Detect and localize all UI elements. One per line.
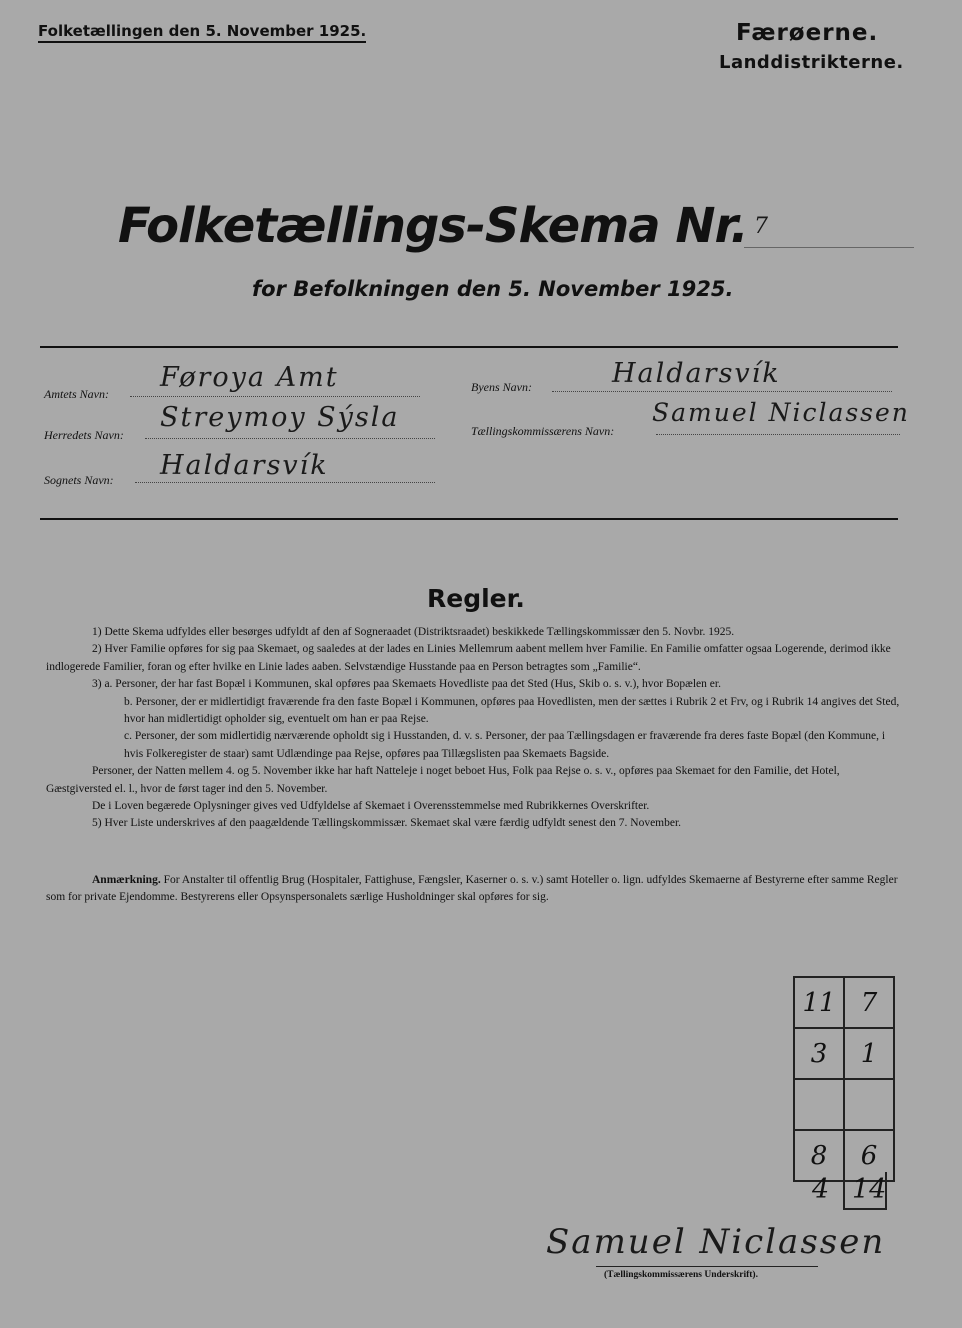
region-title: Færøerne. (736, 20, 879, 46)
form-number-line (744, 247, 914, 248)
rules-text (46, 624, 904, 833)
form-number: 7 (754, 214, 770, 239)
rules-heading: Regler. (427, 584, 525, 613)
amt-label: Amtets Navn: (44, 387, 109, 401)
tally-total-left: 4 (812, 1174, 830, 1205)
signature-line (596, 1266, 818, 1267)
tally-total-right: 14 (852, 1174, 887, 1205)
tally-row (794, 977, 894, 1028)
sogn-value: Haldarsvík (160, 450, 329, 481)
amt-value: Føroya Amt (160, 362, 339, 393)
rule-3a: 3) a. Personer, der har fast Bopæl i Kommunen, skal opføres paa Skemaets Hovedliste paa det Sted (Hus, Skib o. s. v.), hvor Bopælen er. (92, 678, 721, 691)
note-label: Anmærkning. (92, 874, 161, 886)
kommissaer-value: Samuel Niclassen (652, 398, 910, 427)
note-block (46, 872, 904, 907)
district-title: Landdistrikterne. (719, 52, 904, 73)
rule-3d: Personer, der Natten mellem 4. og 5. November ikke har haft Natteleje i noget beboet Hus, Folk paa Rejse o. s. v., opføres paa Skemaet for den Familie, det Hotel, Gæstgiversted el. l., hvor de først tager ind den 5. November. (46, 765, 840, 795)
tally-row (794, 1028, 894, 1079)
tally-cell: 11 (794, 977, 844, 1028)
rule-5: 5) Hver Liste underskrives af den paagældende Tællingskommissær. Skemaet skal være færdig udfyldt senest den 7. November. (92, 817, 682, 830)
rule-2: 2) Hver Familie opføres for sig paa Skemaet, og saaledes at der lades en Linies Mellemrum aabent mellem hver Familie. En Familie omfatter ogsaa Logerende, derimod ikke indlogerede Familier, foran og efter hvilke en Linie lades aaben. Selvstændige Husstande paa en Person betragtes som „Familie“. (46, 643, 891, 673)
tally-cell (794, 1079, 844, 1130)
by-value: Haldarsvík (612, 358, 781, 389)
fields-top-rule (40, 346, 898, 348)
note-text: For Anstalter til offentlig Brug (Hospitaler, Fattighuse, Fængsler, Kaserner o. s. v.) samt Hoteller o. lign. udfyldes Skemaerne af Bestyrerne efter samme Regler som for private Ejendomme. Bestyrerens eller Opsynspersonalets særlige Husholdninger skal opføres for sig. (46, 874, 898, 904)
rule-3b: b. Personer, der er midlertidigt fraværende fra den faste Bopæl i Kommunen, opføres paa Hovedlisten, men der sættes i Rubrik 2 et Frv, og i Rubrik 14 angives det Sted, hvor han midlertidigt opholder sig, eventuelt om han er paa Rejse. (124, 695, 900, 726)
form-title: Folketællings-Skema Nr. (118, 198, 748, 254)
kommissaer-label: Tællingskommissærens Navn: (471, 424, 615, 438)
signature-caption: (Tællingskommissærens Underskrift). (604, 1270, 758, 1280)
tally-cell (844, 1079, 894, 1130)
rule-3c: c. Personer, der som midlertidig nærværende opholdt sig i Husstanden, d. v. s. Personer, der paa Tællingsdagen er fraværende fra deres faste Bopæl (den Kommune, i hvis Folkeregister de staar) samt Udlændinge paa Rejse, opføres paa Tillægslisten paa Skemaets Bagside. (124, 730, 886, 760)
by-label: Byens Navn: (471, 380, 532, 394)
sogn-label: Sognets Navn: (44, 473, 114, 487)
herred-value: Streymoy Sýsla (160, 402, 400, 433)
rule-4: De i Loven begærede Oplysninger gives ved Udfyldelse af Skemaet i Overensstemmelse med Rubrikkernes Overskrifter. (92, 800, 650, 813)
form-subtitle: for Befolkningen den 5. November 1925. (252, 277, 734, 301)
fields-bottom-rule (40, 518, 898, 520)
census-date-line: Folketællingen den 5. November 1925. (38, 22, 366, 43)
tally-cell: 7 (844, 977, 894, 1028)
tally-cell: 1 (844, 1028, 894, 1079)
commissioner-signature: Samuel Niclassen (546, 1222, 886, 1262)
tally-cell: 8 (794, 1130, 844, 1181)
herred-label: Herredets Navn: (44, 428, 124, 442)
tally-row (794, 1079, 894, 1130)
tally-cell: 6 (844, 1130, 894, 1181)
rule-1: 1) Dette Skema udfyldes eller besørges udfyldt af den af Sogneraadet (Distriktsraadet) beskikkede Tællingskommissær den 5. Novbr. 1925. (92, 626, 735, 638)
tally-cell: 3 (794, 1028, 844, 1079)
tally-table (793, 976, 895, 1182)
